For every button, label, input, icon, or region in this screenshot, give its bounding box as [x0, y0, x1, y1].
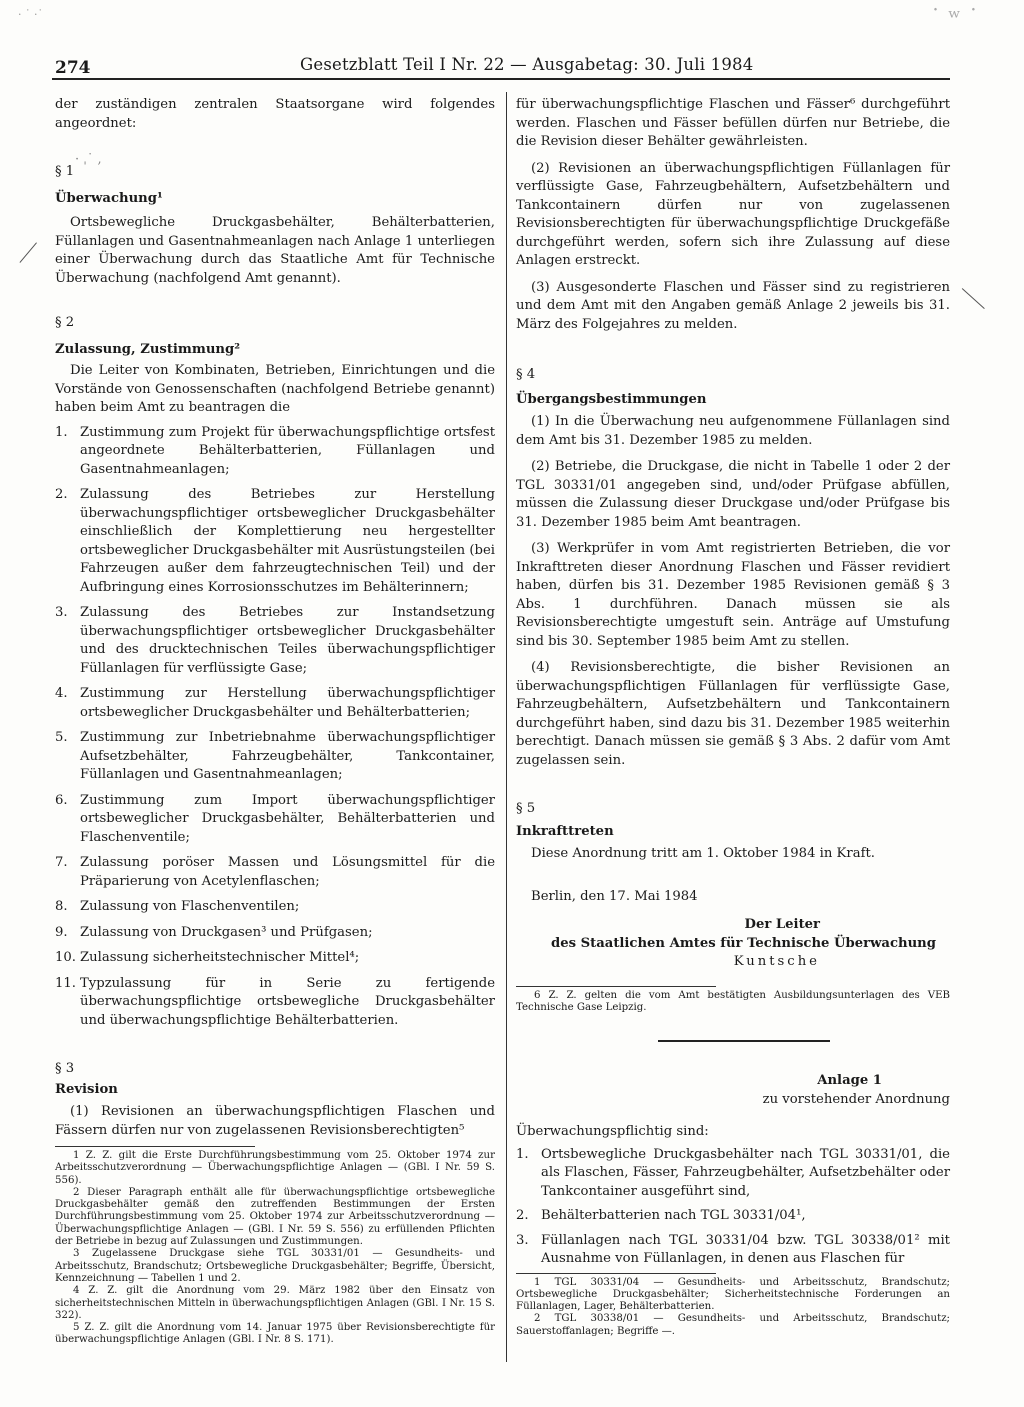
- section-3-paragraph-2: (2) Revisionen an überwachungspflichtigen Füllanlagen für verflüssigte Gase, Fahrzeugbehältern, Aufsetzbehältern und Tankcontainern dürfen nur von zugelassenen Revisionsberechtigten für überwachungspflichtige Druckgefäße durchgeführt werden, sofern sich ihre Zulassung auf diese Anlagen erstreckt.: [516, 160, 950, 268]
- footnote: 4 Z. Z. gilt die Anordnung vom 29. März 1982 über den Einsatz von sicherheitstechnischen Mitteln in überwachungspflichtigen Anlagen (GBl. I Nr. 15 S. 322).: [55, 1285, 495, 1321]
- scan-speck: · ˌ˙ ,: [75, 152, 102, 167]
- list-item-text: Zustimmung zum Import überwachungspflichtiger ortsbeweglicher Druckgasbehälter, Behälterbatterien und Flaschenventile;: [80, 792, 495, 845]
- annex-subtitle: zu vorstehender Anordnung: [762, 1091, 950, 1107]
- place-and-date: Berlin, den 17. Mai 1984: [531, 888, 698, 904]
- annex-title: Anlage 1: [817, 1073, 882, 1089]
- section-1-number: § 1: [55, 164, 75, 179]
- list-item: [55, 424, 495, 480]
- list-item-number: 10.: [55, 950, 76, 965]
- list-item-text: Zustimmung zum Projekt für überwachungspflichtige ortsfest angeordnete Behälterbatterien, Füllanlagen und Gasentnahmeanlagen;: [80, 424, 495, 477]
- list-item-text: Zulassung des Betriebes zur Herstellung überwachungspflichtiger ortsbeweglicher Druckgasbehälter einschließlich der Komplettierung neu hergestellter ortsbeweglicher Druckgasbehälter mit Ausrüstungsteilen (bei Fahrzeugen außer dem fahrzeugtechnischen Teil) und der Aufbringung eines Korrosionsschutzes im Behälterinnern;: [80, 487, 495, 595]
- list-item-text: Zustimmung zur Inbetriebnahme überwachungspflichtiger Aufsetzbehälter, Fahrzeugbehälter, Tankcontainer, Füllanlagen und Gasentnahmeanlagen;: [80, 730, 495, 782]
- list-item: [516, 1146, 950, 1202]
- footnote: 1 Z. Z. gilt die Erste Durchführungsbestimmung vom 25. Oktober 1974 zur Arbeitsschutzverordnung — Überwachungspflichtige Anlagen — (GBl. I Nr. 59 S. 556).: [55, 1150, 495, 1186]
- list-item-number: 7.: [55, 855, 68, 870]
- list-item: [55, 486, 495, 597]
- list-item: [55, 685, 495, 722]
- list-item-text: Typzulassung für in Serie zu fertigende überwachungspflichtige ortsbewegliche Druckgasbehälter und überwachungspflichtige Behälterbatterien.: [80, 975, 495, 1028]
- list-item-text: Zustimmung zur Herstellung überwachungspflichtiger ortsbeweglicher Druckgasbehälter und Behälterbatterien;: [80, 686, 495, 720]
- scan-speck: · ˙ ·˙: [18, 8, 43, 21]
- footnote: 5 Z. Z. gilt die Anordnung vom 14. Januar 1975 über Revisionsberechtigte für überwachungspflichtige Anlagen (GBl. I Nr. 8 S. 171).: [55, 1322, 495, 1346]
- list-item: [516, 1232, 950, 1269]
- right-column: [516, 96, 950, 1338]
- list-item-number: 2.: [55, 487, 68, 502]
- section-2-title: Zulassung, Zustimmung²: [55, 341, 241, 357]
- list-item-number: 1.: [55, 424, 68, 440]
- footnotes: [55, 1150, 495, 1347]
- list-item-text: Zulassung sicherheitstechnischer Mittel⁴;: [80, 950, 360, 965]
- section-1-title: Überwachung¹: [55, 190, 163, 206]
- footnote-rule: [55, 1146, 255, 1147]
- left-column: [55, 96, 495, 1347]
- list-item-text: Zulassung von Flaschenventilen;: [80, 899, 300, 914]
- signer-title-line-1: Der Leiter: [744, 917, 820, 932]
- column-divider: [506, 92, 507, 1362]
- footnote: 1 TGL 30331/04 — Gesundheits- und Arbeitsschutz, Brandschutz; Ortsbewegliche Druckgasbehälter; Sicherheitstechnische Forderungen an Füllanlagen, Lager, Behälterbatterien.: [516, 1276, 950, 1313]
- page-number: 274: [55, 58, 91, 78]
- list-item-text: Füllanlagen nach TGL 30331/04 bzw. TGL 30338/01² mit Ausnahme von Füllanlagen, in denen aus Flaschen für: [541, 1232, 950, 1267]
- intro-text: der zuständigen zentralen Staatsorgane wird folgendes angeordnet:: [55, 97, 495, 131]
- list-item-text: Ortsbewegliche Druckgasbehälter nach TGL 30331/01, die als Flaschen, Fässer, Fahrzeugbehälter, Aufsetzbehälter oder Tankcontainer ausgeführt sind,: [541, 1146, 950, 1199]
- section-4-paragraph-3: (3) Werkprüfer in vom Amt registrierten Betrieben, die vor Inkrafttreten dieser Anordnung Flaschen und Fässer revidiert haben, dürfen bis 31. Dezember 1985 Revisionen gemäß § 3 Abs. 1 durchführen. Danach müssen sie als Revisionsberechtigte umgestuft sein. Anträge auf Umstufung sind bis 30. September 1985 beim Amt zu stellen.: [516, 541, 950, 649]
- section-5-text: Diese Anordnung tritt am 1. Oktober 1984 in Kraft.: [531, 846, 875, 861]
- section-4-paragraph-2: (2) Betriebe, die Druckgase, die nicht in Tabelle 1 oder 2 der TGL 30331/01 angegeben sind, und/oder Prüfgase abfüllen, müssen die Zulassung dieser Druckgase und/oder Prüfgase bis 31. Dezember 1985 beim Amt beantragen.: [516, 459, 950, 530]
- section-3-paragraph-3: (3) Ausgesonderte Flaschen und Fässer sind zu registrieren und dem Amt mit den Angaben gemäß Anlage 2 jeweils bis 31. März des Folgejahres zu melden.: [516, 279, 950, 332]
- footnote: 2 Dieser Paragraph enthält alle für überwachungspflichtige ortsbewegliche Druckgasbehälter gemäß den zutreffenden Bestimmungen der Ersten Durchführungsbestimmung vom 25. Oktober 1974 zur Arbeitsschutzverordnung — Überwachungspflichtige Anlagen — (GBl. I Nr. 59 S. 556) zu erfüllenden Pflichten der Betriebe in bezug auf Zulassungen und Zustimmungen.: [55, 1186, 495, 1248]
- list-item-text: Behälterbatterien nach TGL 30331/04¹,: [541, 1208, 806, 1224]
- list-item: [55, 898, 495, 917]
- list-item-number: 11.: [55, 975, 76, 991]
- list-item-number: 2.: [516, 1208, 529, 1224]
- list-item: [516, 1207, 950, 1226]
- list-item: [55, 949, 495, 968]
- section-3-continuation: für überwachungspflichtige Flaschen und Fässer⁶ durchgeführt werden. Flaschen und Fässer befüllen dürfen nur Betriebe, die die Revision dieser Behälter gewährleisten.: [516, 97, 950, 149]
- list-item: [55, 975, 495, 1031]
- section-5-title: Inkrafttreten: [516, 823, 614, 839]
- list-item-number: 9.: [55, 924, 68, 940]
- section-4-paragraph-4: (4) Revisionsberechtigte, die bisher Revisionen an überwachungspflichtigen Füllanlagen für verflüssigte Gase, Fahrzeugbehältern, Aufsetzbehältern und Tankcontainern durchgeführt haben, sind dazu bis 31. Dezember 1985 weiterhin berechtigt. Danach müssen sie gemäß § 3 Abs. 2 dafür vom Amt zugelassen sein.: [516, 660, 950, 768]
- section-4-paragraph-1: (1) In die Überwachung neu aufgenommene Füllanlagen sind dem Amt bis 31. Dezember 1985 zu melden.: [516, 414, 950, 448]
- section-4-number: § 4: [516, 367, 536, 382]
- section-3-number: § 3: [55, 1061, 75, 1076]
- signer-name: Kuntsche: [733, 954, 820, 969]
- footnote: 2 TGL 30338/01 — Gesundheits- und Arbeitsschutz, Brandschutz; Sauerstoffanlagen; Begriffe —.: [516, 1313, 950, 1337]
- page-header-title: Gesetzblatt Teil I Nr. 22 — Ausgabetag: 30. Juli 1984: [300, 55, 754, 74]
- section-3-title: Revision: [55, 1081, 118, 1097]
- list-item-number: 1.: [516, 1146, 529, 1162]
- section-2-number: § 2: [55, 315, 75, 330]
- list-item-number: 5.: [55, 730, 68, 745]
- list-item: [55, 854, 495, 891]
- header-rule: [52, 78, 950, 80]
- list-item: [55, 792, 495, 848]
- footnotes: [516, 990, 950, 1015]
- list-item: [55, 924, 495, 943]
- footnotes: [516, 1277, 950, 1338]
- list-item-number: 4.: [55, 686, 68, 701]
- scan-smudge: ˙ ʷ ˙: [930, 6, 979, 31]
- list-item-text: Zulassung poröser Massen und Lösungsmittel für die Präparierung von Acetylenflaschen;: [80, 855, 495, 889]
- footnote: 6 Z. Z. gelten die vom Amt bestätigten Ausbildungsunterlagen des VEB Technische Gase Leipzig.: [516, 989, 950, 1013]
- list-item-text: Zulassung des Betriebes zur Instandsetzung überwachungspflichtiger ortsbeweglicher Druckgasbehälter und des drucktechnischen Teiles überwachungspflichtiger Füllanlagen für verflüssigte Gase;: [80, 605, 495, 676]
- margin-stroke: [962, 288, 985, 309]
- list-item: [55, 604, 495, 678]
- signer-title-line-2: des Staatlichen Amtes für Technische Überwachung: [550, 935, 936, 951]
- footnote-rule: [516, 1273, 716, 1274]
- section-2-text: Die Leiter von Kombinaten, Betrieben, Einrichtungen und die Vorstände von Genossenschaften (nachfolgend Betriebe genannt) haben beim Amt zu beantragen die: [55, 363, 495, 415]
- list-item-number: 3.: [516, 1232, 529, 1248]
- list-item-number: 3.: [55, 605, 68, 620]
- section-3-text: (1) Revisionen an überwachungspflichtigen Flaschen und Fässern dürfen nur von zugelassenen Revisionsberechtigten⁵: [55, 1104, 495, 1138]
- footnote: 3 Zugelassene Druckgase siehe TGL 30331/01 — Gesundheits- und Arbeitsschutz, Brandschutz; Ortsbewegliche Druckgasbehälter; Begriffe, Übersicht, Kennzeichnung — Tabellen 1 und 2.: [55, 1248, 495, 1284]
- footnote-rule: [516, 986, 716, 987]
- margin-stroke: [19, 242, 37, 263]
- section-5-number: § 5: [516, 801, 536, 816]
- annex-intro: Überwachungspflichtig sind:: [516, 1124, 709, 1140]
- list-item-number: 6.: [55, 792, 68, 808]
- list-item-number: 8.: [55, 899, 68, 914]
- section-4-title: Übergangsbestimmungen: [516, 391, 707, 407]
- list-item-text: Zulassung von Druckgasen³ und Prüfgasen;: [80, 924, 373, 940]
- list-item: [55, 729, 495, 785]
- section-1-text: Ortsbewegliche Druckgasbehälter, Behälterbatterien, Füllanlagen und Gasentnahmeanlagen nach Anlage 1 unterliegen einer Überwachung durch das Staatliche Amt für Technische Überwachung (nachfolgend Amt genannt).: [55, 215, 495, 286]
